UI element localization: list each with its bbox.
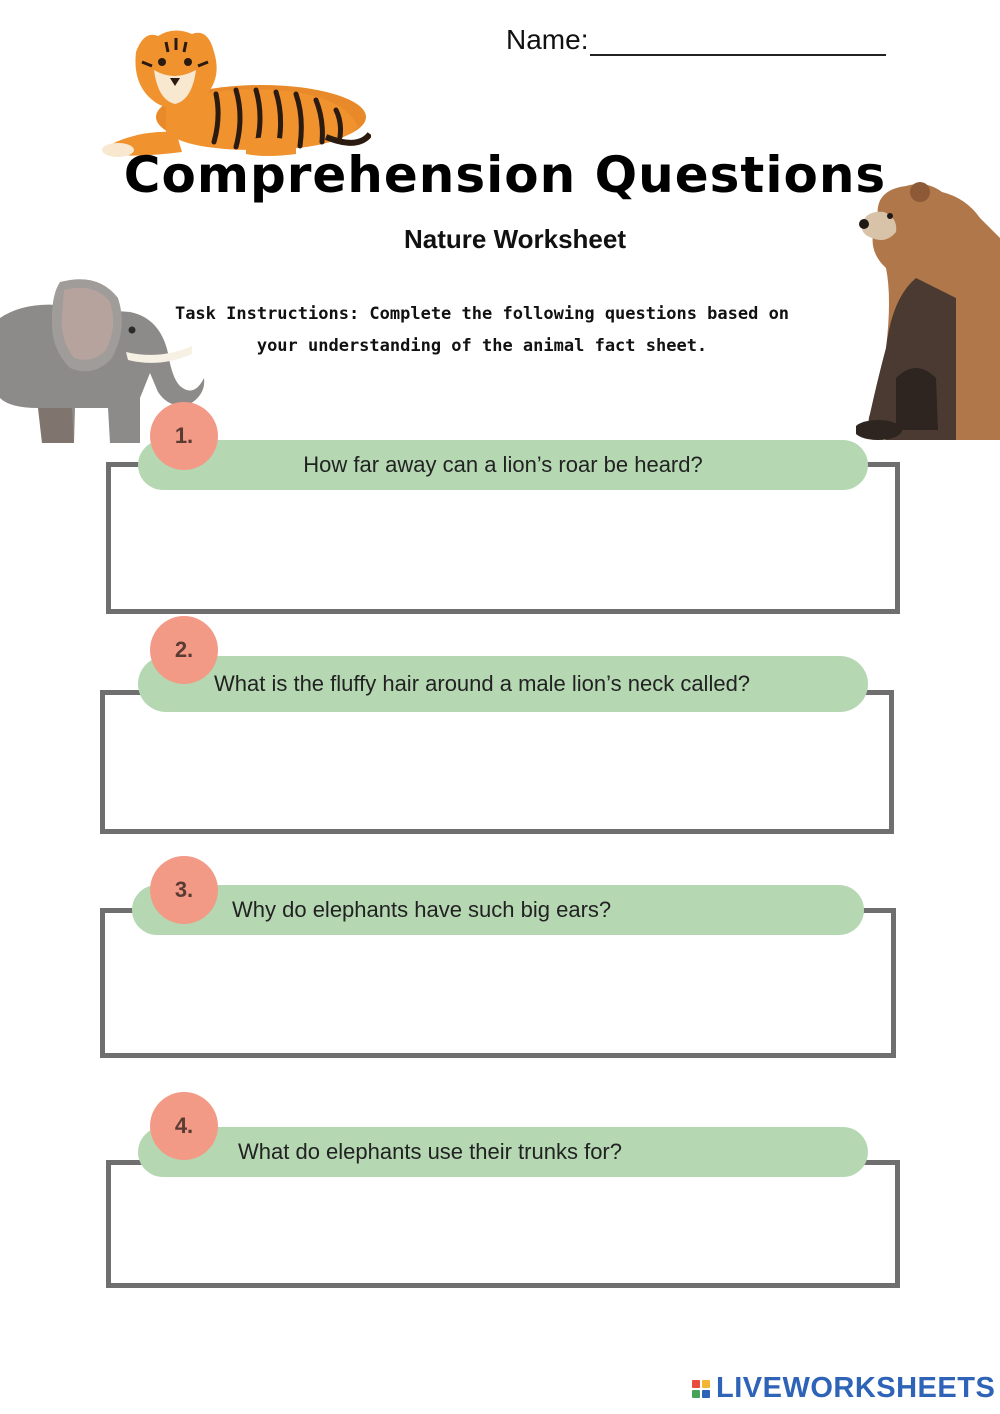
tiger-illustration	[96, 22, 371, 162]
name-label: Name:	[506, 24, 589, 55]
question-number-badge-2	[150, 616, 218, 684]
question-number-badge-3	[150, 856, 218, 924]
question-pill-2	[138, 656, 868, 712]
question-number-badge-4	[150, 1092, 218, 1160]
question-pill-4	[138, 1127, 868, 1177]
bear-illustration	[856, 178, 1000, 440]
worksheet-title: Comprehension Questions	[123, 146, 887, 204]
question-number-4: 4.	[174, 1113, 194, 1138]
name-blank-line[interactable]	[590, 26, 886, 56]
question-text-3: Why do elephants have such big ears?	[232, 897, 612, 922]
question-number-2: 2.	[174, 637, 194, 662]
question-text-4: What do elephants use their trunks for?	[238, 1139, 622, 1164]
question-number-badge-1	[150, 402, 218, 470]
worksheet-subtitle: Nature Worksheet	[403, 224, 627, 254]
liveworksheets-logo	[692, 1372, 995, 1405]
question-text-2: What is the fluffy hair around a male lion’s neck called?	[214, 671, 751, 696]
name-field[interactable]	[506, 24, 886, 56]
answer-box-4[interactable]	[106, 1160, 900, 1288]
question-pill-3	[132, 885, 864, 935]
logo-text: LIVEWORKSHEETS	[716, 1372, 996, 1404]
logo-grid-icon	[692, 1380, 710, 1398]
task-instructions: Task Instructions: Complete the following questions based on your understanding of the animal fact sheet.	[174, 304, 790, 356]
question-number-1: 1.	[174, 423, 194, 448]
question-number-3: 3.	[174, 877, 194, 902]
question-text-1: How far away can a lion’s roar be heard?	[303, 452, 703, 477]
question-pill-1	[138, 440, 868, 490]
